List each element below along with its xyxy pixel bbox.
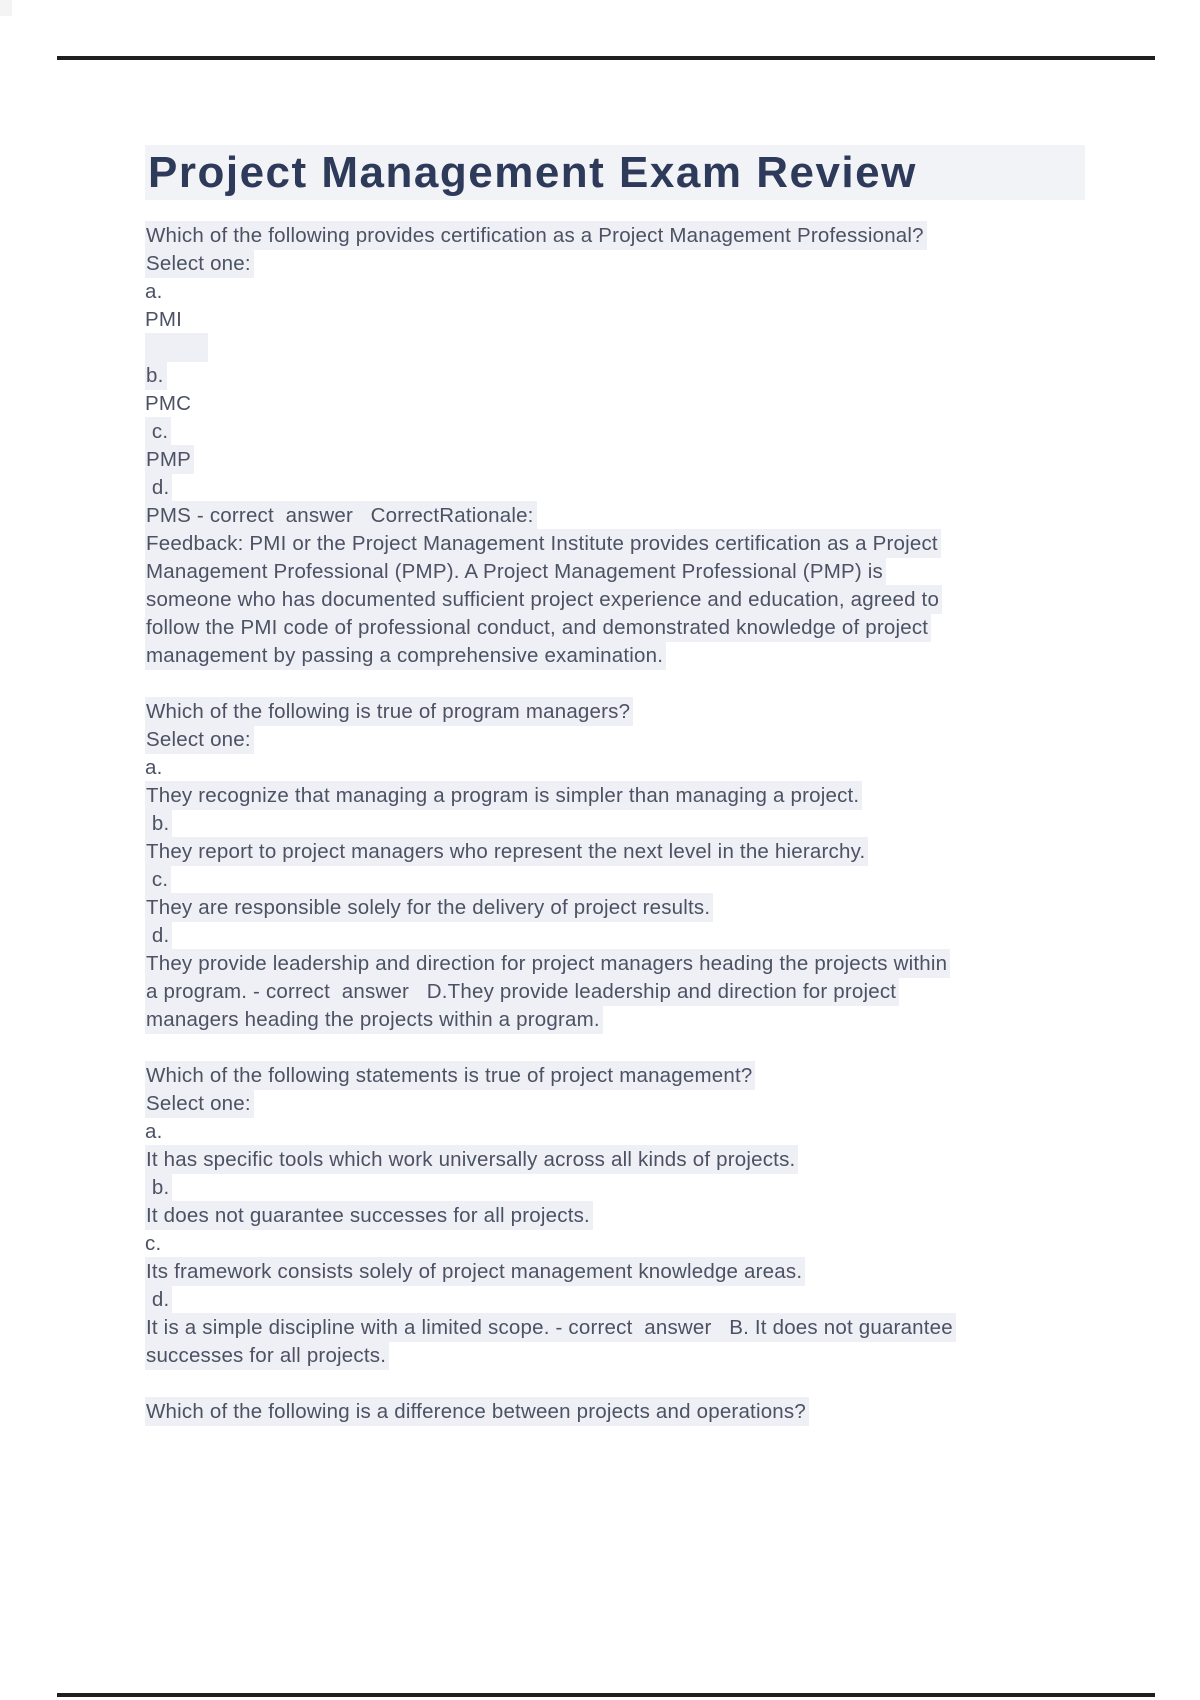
scan-corner-artifact bbox=[0, 0, 12, 16]
text-line bbox=[145, 894, 1105, 922]
highlighted-text: PMS - correct answer CorrectRationale: bbox=[145, 501, 537, 530]
text-line bbox=[145, 726, 1105, 754]
text-line bbox=[145, 1174, 1105, 1202]
text-line bbox=[145, 1314, 1105, 1342]
highlighted-text: b. bbox=[145, 1173, 172, 1202]
highlighted-text: Which of the following is a difference between projects and operations? bbox=[145, 1397, 809, 1426]
text-line bbox=[145, 866, 1105, 894]
text-line bbox=[145, 1034, 1105, 1062]
highlighted-text: managers heading the projects within a program. bbox=[145, 1005, 603, 1034]
text-line bbox=[145, 950, 1105, 978]
text-line bbox=[145, 1258, 1105, 1286]
highlighted-text: Which of the following statements is true of project management? bbox=[145, 1061, 755, 1090]
text-line bbox=[145, 978, 1105, 1006]
text-line bbox=[145, 530, 1105, 558]
text-line bbox=[145, 1146, 1105, 1174]
highlighted-text: They are responsible solely for the delivery of project results. bbox=[145, 893, 713, 922]
document-body bbox=[145, 222, 1105, 1426]
highlighted-text: d. bbox=[145, 1285, 172, 1314]
text-line bbox=[145, 1062, 1105, 1090]
text-line bbox=[145, 838, 1105, 866]
highlighted-text: Select one: bbox=[145, 249, 254, 278]
highlighted-text: It has specific tools which work universally across all kinds of projects. bbox=[145, 1145, 798, 1174]
plain-text: c. bbox=[145, 1232, 162, 1255]
highlighted-text: successes for all projects. bbox=[145, 1341, 389, 1370]
highlighted-text: Its framework consists solely of project management knowledge areas. bbox=[145, 1257, 805, 1286]
highlighted-text: management by passing a comprehensive examination. bbox=[145, 641, 666, 670]
highlighted-text: Select one: bbox=[145, 725, 254, 754]
highlighted-text: It is a simple discipline with a limited scope. - correct answer B. It does not guarantee bbox=[145, 1313, 956, 1342]
text-line bbox=[145, 670, 1105, 698]
highlighted-text: a program. - correct answer D.They provide leadership and direction for project bbox=[145, 977, 899, 1006]
title-highlight-block bbox=[145, 145, 1085, 200]
text-line bbox=[145, 390, 1105, 418]
text-line bbox=[145, 614, 1105, 642]
text-line bbox=[145, 1286, 1105, 1314]
text-line bbox=[145, 502, 1105, 530]
text-line bbox=[145, 222, 1105, 250]
bottom-rule-line bbox=[57, 1693, 1155, 1697]
highlighted-text: b. bbox=[145, 809, 172, 838]
text-line bbox=[145, 278, 1105, 306]
text-line bbox=[145, 1118, 1105, 1146]
highlighted-text: Which of the following provides certification as a Project Management Professional? bbox=[145, 221, 927, 250]
text-line bbox=[145, 1230, 1105, 1258]
text-line bbox=[145, 922, 1105, 950]
text-line bbox=[145, 754, 1105, 782]
text-line bbox=[145, 782, 1105, 810]
highlighted-text: d. bbox=[145, 921, 172, 950]
highlighted-text: Select one: bbox=[145, 1089, 254, 1118]
text-line bbox=[145, 558, 1105, 586]
highlighted-text: Feedback: PMI or the Project Management Institute provides certification as a Project bbox=[145, 529, 941, 558]
text-line bbox=[145, 1090, 1105, 1118]
text-line bbox=[145, 250, 1105, 278]
plain-text: a. bbox=[145, 756, 163, 779]
text-line bbox=[145, 1006, 1105, 1034]
highlighted-text: d. bbox=[145, 473, 172, 502]
plain-text: a. bbox=[145, 280, 163, 303]
text-line bbox=[145, 418, 1105, 446]
highlighted-text: c. bbox=[145, 417, 171, 446]
highlighted-text: c. bbox=[145, 865, 171, 894]
plain-text: PMI bbox=[145, 308, 183, 331]
text-line bbox=[145, 1398, 1105, 1426]
text-line bbox=[145, 1202, 1105, 1230]
highlighted-text: follow the PMI code of professional conduct, and demonstrated knowledge of project bbox=[145, 613, 931, 642]
top-rule-line bbox=[57, 56, 1155, 60]
highlighted-text: someone who has documented sufficient project experience and education, agreed to bbox=[145, 585, 942, 614]
text-line bbox=[145, 446, 1105, 474]
text-line bbox=[145, 642, 1105, 670]
highlighted-text: Which of the following is true of program managers? bbox=[145, 697, 633, 726]
text-line bbox=[145, 362, 1105, 390]
text-line bbox=[145, 306, 1105, 334]
highlighted-text bbox=[145, 333, 208, 362]
text-line bbox=[145, 1342, 1105, 1370]
text-line bbox=[145, 334, 1105, 362]
highlighted-text: They provide leadership and direction for project managers heading the projects within bbox=[145, 949, 950, 978]
plain-text: PMC bbox=[145, 392, 192, 415]
highlighted-text: b. bbox=[145, 361, 167, 390]
text-line bbox=[145, 474, 1105, 502]
text-line bbox=[145, 586, 1105, 614]
text-line bbox=[145, 698, 1105, 726]
highlighted-text: PMP bbox=[145, 445, 194, 474]
highlighted-text: Management Professional (PMP). A Project Management Professional (PMP) is bbox=[145, 557, 886, 586]
plain-text: a. bbox=[145, 1120, 163, 1143]
highlighted-text: They report to project managers who represent the next level in the hierarchy. bbox=[145, 837, 868, 866]
highlighted-text: It does not guarantee successes for all projects. bbox=[145, 1201, 593, 1230]
page-title: Project Management Exam Review bbox=[148, 148, 917, 197]
highlighted-text: They recognize that managing a program is simpler than managing a project. bbox=[145, 781, 862, 810]
text-line bbox=[145, 1370, 1105, 1398]
text-line bbox=[145, 810, 1105, 838]
